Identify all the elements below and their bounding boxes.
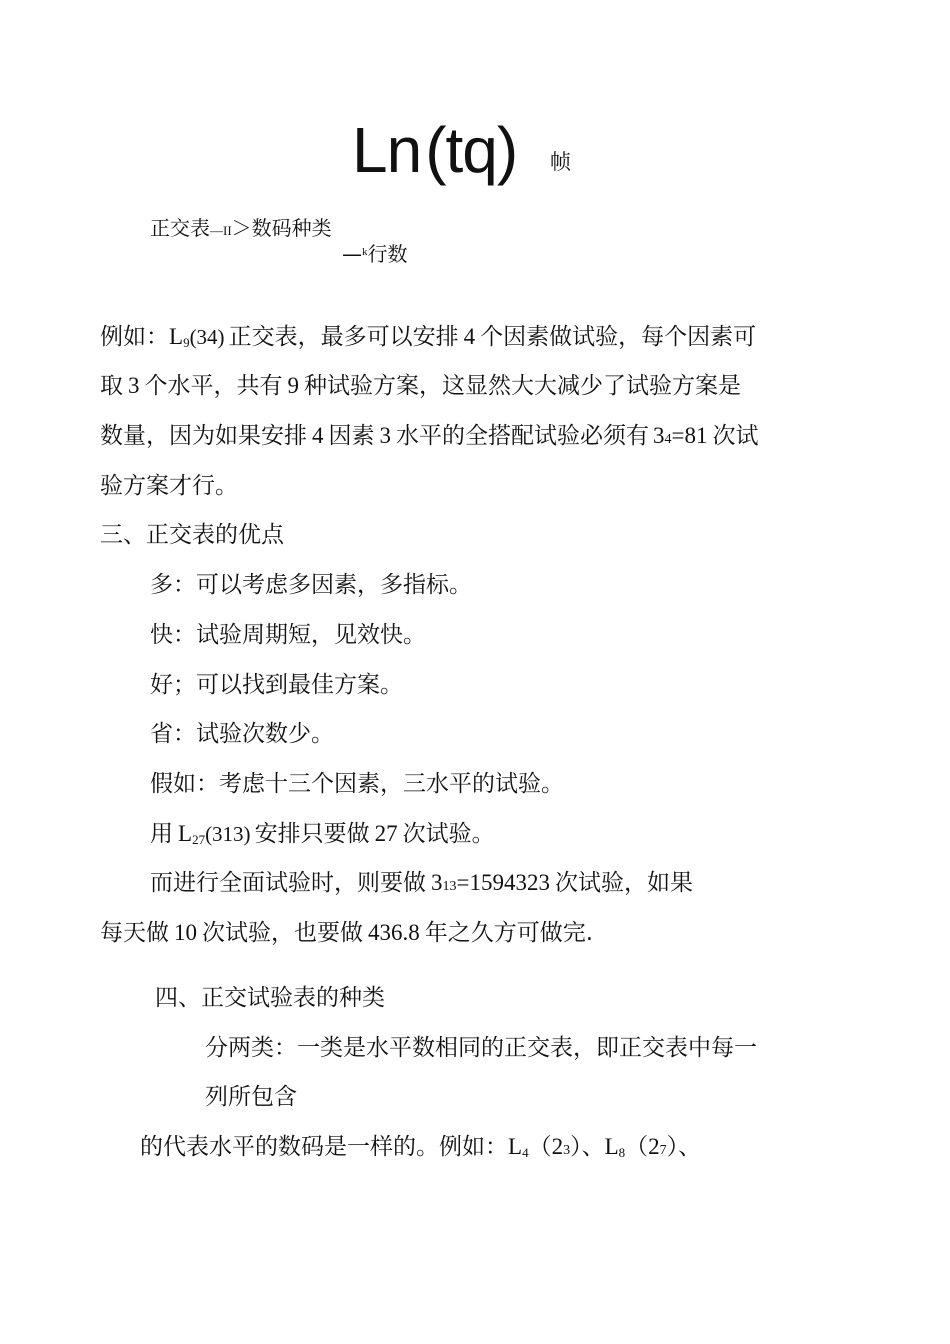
number: 3	[431, 870, 443, 895]
advantage-sheng: 省：试验次数少。	[150, 721, 334, 747]
diagram-line1-mid: —II	[210, 223, 232, 238]
diagram-line-1	[150, 214, 332, 245]
diagram-line2-suffix: 行数	[367, 242, 408, 266]
text-run: L	[178, 821, 193, 846]
text-run: 次试验，也要做	[202, 920, 363, 946]
text-run: 次试	[712, 423, 759, 449]
advantage-duo: 多：可以考虑多因素，多指标。	[150, 572, 472, 598]
example-line-2	[100, 371, 741, 401]
exponent: 13	[442, 879, 457, 894]
section3-title: 三、正交表的优点	[100, 522, 284, 548]
example-line-3	[100, 421, 758, 455]
number: 2	[551, 1134, 564, 1159]
subscript: 8	[618, 1145, 626, 1160]
text-run: L	[508, 1134, 523, 1159]
text-run: （	[625, 1134, 649, 1160]
section4-para-3	[140, 1132, 701, 1166]
text-run: 安排只要做	[254, 821, 370, 847]
exponent: 7	[659, 1143, 667, 1158]
text-run: 正交表，最多可以安排	[228, 324, 459, 350]
example-line-4: 验方案才行。	[100, 473, 238, 499]
text-run: 次试验。	[402, 821, 495, 847]
diagram-line2-prefix: —	[342, 242, 362, 266]
number: 10	[174, 920, 197, 945]
diagram-line2-mid: k	[362, 246, 368, 258]
text-run: 个因素做试验，每个因素可	[480, 324, 757, 350]
text-run: 个水平，共有	[144, 373, 283, 399]
text-run: 因素	[328, 423, 375, 449]
full-test-line	[150, 868, 693, 902]
text-run: 数量，因为如果安排	[100, 423, 307, 449]
section4-title: 四、正交试验表的种类	[155, 985, 385, 1011]
section4-para-1: 分两类：一类是水平数相同的正交表，即正交表中每一	[205, 1035, 757, 1061]
heading-paren-close: )	[496, 114, 518, 186]
heading-inner: tq	[445, 114, 497, 186]
text-run: 例如：	[100, 324, 169, 350]
text-run: 水平的全搭配试验必须有	[396, 423, 649, 449]
example-line-1	[100, 322, 756, 355]
text-run: 年之久方可做完.	[424, 920, 594, 946]
subscript: 27	[192, 832, 206, 847]
text-run: 次试验，如果	[554, 870, 693, 896]
text-run: 取	[100, 373, 123, 399]
text-run: ）、	[666, 1134, 702, 1160]
number: 9	[287, 373, 299, 398]
text-run: (34)	[189, 325, 225, 349]
heading-main: Ln	[352, 114, 422, 186]
exponent: 3	[563, 1143, 571, 1158]
advantage-hao: 好；可以找到最佳方案。	[150, 672, 403, 698]
text-run: L	[604, 1134, 619, 1159]
diagram-line-2	[342, 240, 408, 272]
text-run: (313)	[205, 822, 251, 846]
text-run: 而进行全面试验时，则要做	[150, 870, 426, 896]
text-run: 用	[150, 821, 173, 847]
text-run: ）、	[570, 1134, 605, 1160]
text-run: 种试验方案，这显然大大减少了试验方案是	[304, 373, 741, 399]
use-line	[150, 819, 495, 852]
number: 2	[648, 1134, 660, 1159]
daily-line	[100, 918, 593, 948]
number: 4	[463, 324, 476, 349]
heading-paren-open: (	[425, 114, 446, 186]
page-heading	[352, 112, 517, 188]
text-run: 的代表水平的数码是一样的。例如：	[140, 1134, 508, 1160]
number: 4	[312, 423, 324, 448]
subscript: 9	[183, 335, 190, 350]
suppose-line: 假如：考虑十三个因素，三水平的试验。	[150, 771, 564, 797]
number: 3	[128, 373, 140, 398]
number: =1594323	[456, 870, 550, 895]
diagram-line1-prefix: 正交表	[150, 216, 210, 240]
number: 27	[374, 821, 398, 846]
text-run: （	[528, 1134, 552, 1160]
subscript: 4	[522, 1145, 529, 1160]
exponent: 4	[664, 432, 672, 447]
text-run: L	[169, 324, 184, 349]
diagram-line1-suffix: ＞数码种类	[231, 216, 332, 240]
number: 3	[653, 423, 665, 448]
number: 3	[379, 423, 391, 448]
heading-suffix: 帧	[550, 150, 571, 174]
advantage-kuai: 快：试验周期短，见效快。	[150, 622, 426, 648]
number: =81	[671, 423, 708, 448]
section4-para-2: 列所包含	[205, 1084, 297, 1110]
number: 436.8	[368, 920, 420, 945]
text-run: 每天做	[100, 920, 169, 946]
